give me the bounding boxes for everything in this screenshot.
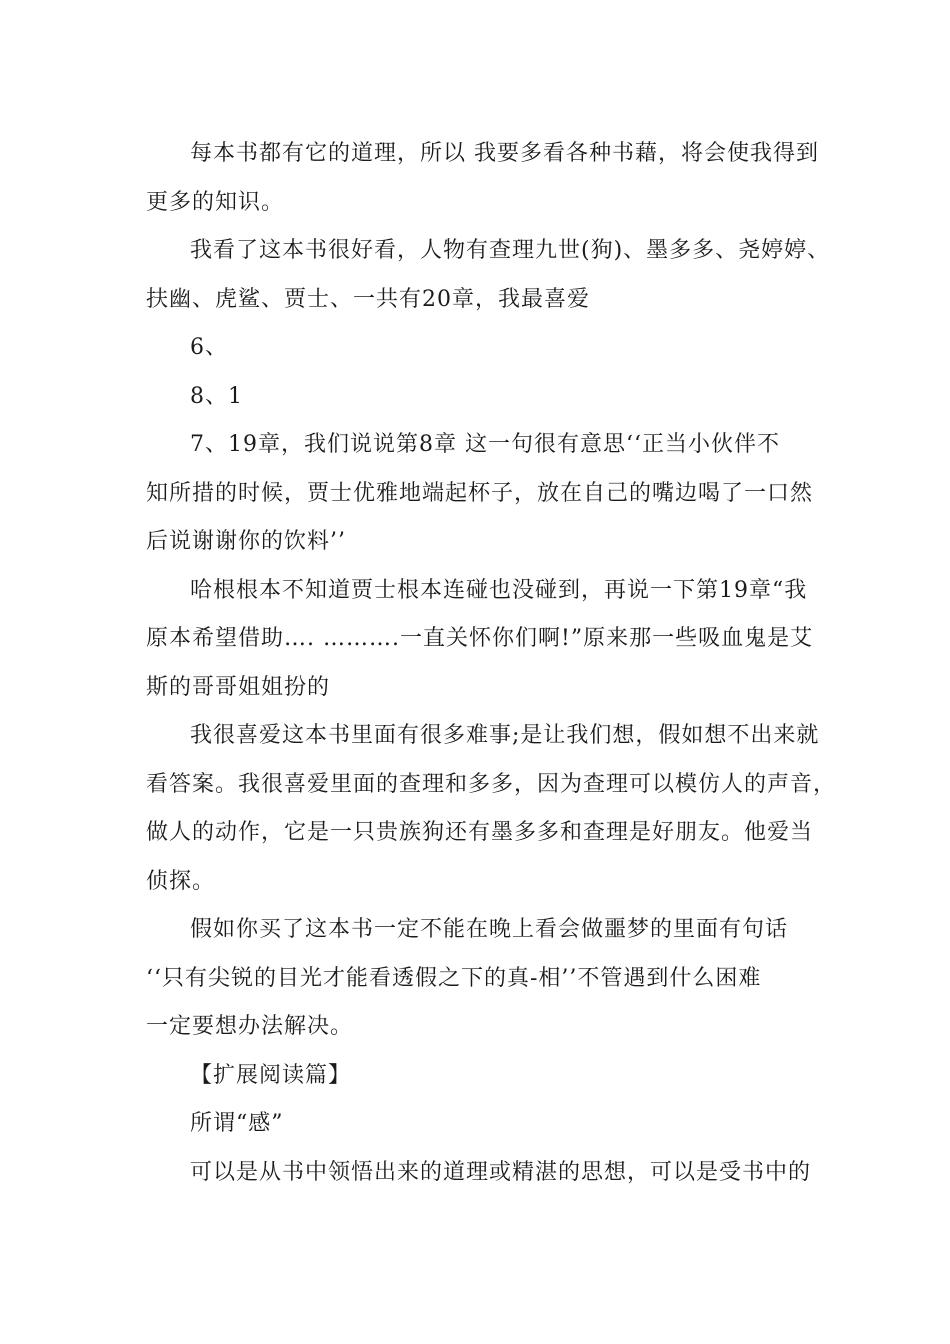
paragraph [146,567,826,713]
paragraph [146,1100,826,1149]
text-line: 【扩展阅读篇】 [190,1062,352,1088]
text-line: 做人的动作，它是一只贵族狗还有墨多多和查理是好朋友。他爱当 [146,820,814,845]
text-line: 可以是从书中领悟出来的道理或精湛的思想，可以是受书中的 [190,1159,812,1185]
paragraph [146,1149,826,1198]
paragraph [146,712,837,906]
paragraph [146,130,826,227]
section-heading [146,1052,826,1101]
paragraph [146,906,826,1052]
paragraph [146,227,831,324]
document-body [146,130,837,1197]
paragraph [146,421,826,567]
text-line: 一定要想办法解决。 [146,1014,354,1039]
text-line: 斯的哥哥姐姐扮的 [146,674,331,700]
text-line: 6、 [190,335,228,360]
text-line: 7、19章，我们说说第8章 这一句很有意思‘‘正当小伙伴不 [190,432,780,457]
text-line: ‘‘只有尖锐的目光才能看透假之下的真-相’’不管遇到什么困难 [146,965,762,991]
paragraph [146,373,826,422]
text-line: 哈根根本不知道贾士根本连碰也没碰到，再说一下第19章“我 [190,577,808,603]
text-line: 每本书都有它的道理，所以 我要多看各种书藉，将会使我得到 [190,141,819,166]
paragraph [146,324,826,373]
text-line: 更多的知识。 [146,189,285,215]
text-line: 所谓“感” [190,1111,284,1136]
text-line: 8、1 [190,383,243,409]
text-line: 扶幽、虎鲨、贾士、一共有20章，我最喜爱 [146,286,590,312]
text-line: 假如你买了这本书一定不能在晚上看会做噩梦的里面有句话 [190,917,789,942]
text-line: 原本希望借助…. ……….一直关怀你们啊!”原来那一些吸血鬼是艾 [146,626,814,651]
text-line: 看答案。我很喜爱里面的查理和多多，因为查理可以模仿人的声音， [146,771,837,797]
text-line: 知所措的时候，贾士优雅地端起杯子，放在自己的嘴边喝了一口然 [146,480,814,506]
text-line: 后说谢谢你的饮料’’ [146,529,346,554]
text-line: 我很喜爱这本书里面有很多难事;是让我们想，假如想不出来就 [190,723,820,748]
text-line: 我看了这本书很好看，人物有查理九世(狗)、墨多多、尧婷婷、 [190,238,831,263]
text-line: 侦探。 [146,868,216,894]
